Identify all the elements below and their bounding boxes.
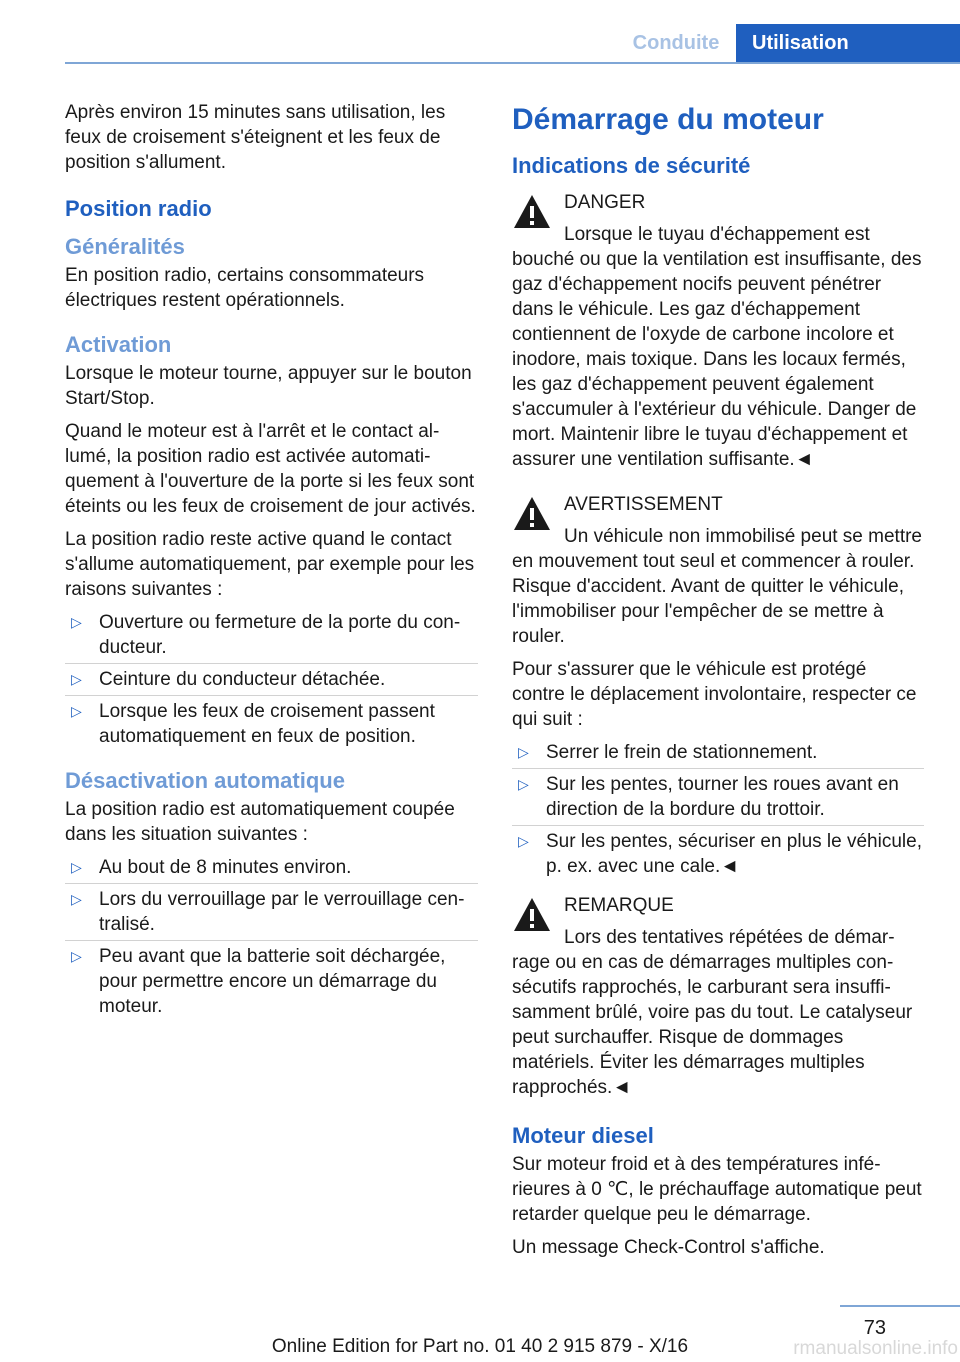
protection-paragraph: Pour s'assurer que le véhicule est protégé contre le déplacement involontaire, respecter ce qui suit :	[512, 659, 917, 730]
right-column	[512, 100, 924, 1268]
watermark: rmanualsonline.info	[793, 1338, 958, 1359]
triangle-right-icon: ▷	[518, 776, 529, 792]
intro-paragraph: Après environ 15 minutes sans utilisation, les feux de croisement s'éteignent et les feux de position s'allument.	[65, 102, 446, 173]
heading-desactivation: Désactivation automatique	[65, 768, 345, 793]
heading-moteur-diesel: Moteur diesel	[512, 1123, 654, 1148]
danger-title: DANGER	[564, 192, 646, 213]
triangle-right-icon: ▷	[71, 614, 82, 630]
desactivation-list	[65, 855, 478, 1019]
diesel-paragraph-1: Sur moteur froid et à des températures inférieures à 0 ℃, le préchauffage automatique peut retarder quelque peu le démarrage.	[512, 1154, 922, 1225]
heading-position-radio: Position radio	[65, 196, 212, 221]
triangle-right-icon: ▷	[71, 703, 82, 719]
list-item: ▷ Sur les pentes, tourner les roues avant en direction de la bordure du trottoir.	[512, 772, 924, 822]
remarque-notice	[512, 893, 924, 1100]
heading-indications: Indications de sécurité	[512, 153, 751, 178]
list-item: ▷ Lors du verrouillage par le verrouillage centralisé.	[65, 887, 478, 937]
triangle-right-icon: ▷	[71, 671, 82, 687]
left-column	[65, 100, 478, 1027]
triangle-right-icon: ▷	[71, 891, 82, 907]
triangle-right-icon: ▷	[71, 859, 82, 875]
warning-triangle-icon	[512, 895, 552, 935]
list-item: ▷ Sur les pentes, sécuriser en plus le véhicule, p. ex. avec une cale.◄	[518, 831, 922, 877]
list-item: ▷ Peu avant que la batterie soit déchargée, pour permettre encore un démarrage du moteur.	[71, 946, 446, 1017]
activation-paragraph-3: La position radio reste active quand le contact s'allume automatiquement, par exemple pour les raisons suivantes :	[65, 529, 475, 600]
generalites-paragraph: En position radio, certains consommateurs électriques restent opérationnels.	[65, 265, 425, 311]
avertissement-body: Un véhicule non immobilisé peut se mettre en mouvement tout seul et commencer à rouler. Risque d'accident. Avant de quitter le véhicule, l'immobiliser pour l'empêcher de se mettre à rouler.	[512, 526, 923, 647]
danger-body: Lorsque le tuyau d'échappement est bouché ou que la ventilation est insuffisante, des gaz d'échappement nocifs peuvent pénétrer dans le véhicule. Les gaz d'échappement contiennent de l'oxyde de carbone incolore et inodore, mais toxique. Dans les locaux fermés, les gaz d'échappement peuvent également s'accumuler à l'extérieur du véhicule. Danger de mort. Maintenir libre le tuyau d'échappement et assurer une ventilation suffisante.◄	[512, 224, 922, 470]
list-item: ▷ Ouverture ou fermeture de la porte du conducteur.	[65, 610, 478, 660]
header-rule	[65, 62, 960, 64]
tab-conduite[interactable]: Conduite	[616, 24, 736, 62]
edition-line: Online Edition for Part no. 01 40 2 915 879 - X/16	[271, 1336, 689, 1357]
avertissement-notice	[512, 492, 924, 649]
activation-paragraph-2: Quand le moteur est à l'arrêt et le contact allumé, la position radio est activée automatiquement à l'ouverture de la porte si les feux sont éteints ou les feux de croisement de jour activés.	[65, 421, 476, 517]
triangle-right-icon: ▷	[71, 948, 82, 964]
list-item: ▷ Serrer le frein de stationnement.	[512, 740, 924, 765]
page-header	[0, 0, 960, 64]
page-number: 73	[863, 1317, 886, 1339]
desactivation-paragraph: La position radio est automatiquement coupée dans les situation suivantes :	[65, 799, 455, 845]
list-item: ▷ Au bout de 8 minutes environ.	[65, 855, 478, 880]
heading-generalites: Généralités	[65, 234, 185, 259]
list-item: ▷ Ceinture du conducteur détachée.	[65, 667, 478, 692]
triangle-right-icon: ▷	[518, 744, 529, 760]
warning-triangle-icon	[512, 494, 552, 534]
tab-utilisation[interactable]: Utilisation	[736, 24, 960, 62]
diesel-paragraph-2: Un message Check-Control s'affiche.	[512, 1237, 825, 1258]
protection-list	[512, 740, 924, 879]
remarque-body: Lors des tentatives répétées de démarrage ou en cas de démarrages multiples consécutifs rapprochés, le carburant sera insuffisamment brûlé, voire pas du tout. Le catalyseur peut surchauffer. Risque de dommages matériels. Éviter les démarrages multiples rapprochés.◄	[512, 927, 913, 1098]
avertissement-title: AVERTISSEMENT	[564, 494, 723, 515]
heading-demarrage: Démarrage du moteur	[512, 103, 824, 136]
remarque-title: REMARQUE	[564, 895, 674, 916]
triangle-right-icon: ▷	[518, 833, 529, 849]
heading-activation: Activation	[65, 332, 172, 357]
warning-triangle-icon	[512, 192, 552, 232]
activation-paragraph-1: Lorsque le moteur tourne, appuyer sur le bouton Start/Stop.	[65, 363, 472, 409]
danger-notice	[512, 190, 924, 472]
activation-list	[65, 610, 478, 749]
list-item: ▷ Lorsque les feux de croisement passent automatiquement en feux de position.	[71, 701, 435, 747]
footer-rule	[840, 1305, 960, 1307]
